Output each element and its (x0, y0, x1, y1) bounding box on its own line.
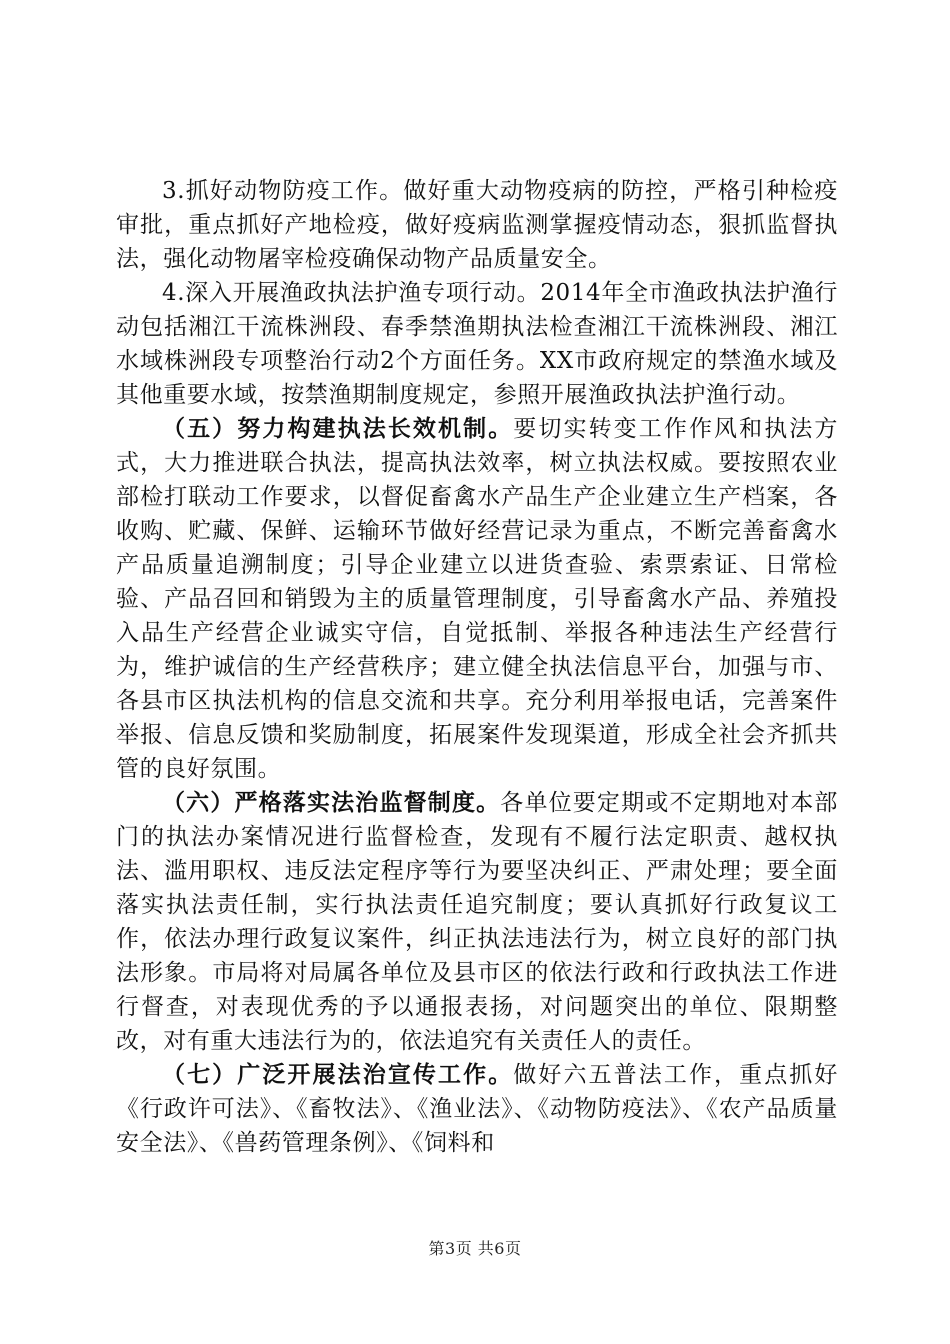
section-heading: （七）广泛开展法治宣传工作。 (162, 1061, 514, 1088)
paragraph-text: 做好六五普法工作，重点抓好《行政许可法》、《畜牧法》、《渔业法》、《动物防疫法》、《农产品质量安全法》、《兽药管理条例》、《饲料和 (116, 1062, 838, 1156)
paragraph-text: 各单位要定期或不定期地对本部门的执法办案情况进行监督检查，发现有不履行法定职责、越权执法、滥用职权、违反法定程序等行为要坚决纠正、严肃处理；要全面落实执法责任制，实行执法责任追究制度；要认真抓好行政复议工作，依法办理行政复议案件，纠正执法违法行为，树立良好的部门执法形象。市局将对局属各单位及县市区的依法行政和行政执法工作进行督查，对表现优秀的予以通报表扬，对问题突出的单位、限期整改，对有重大违法行为的，依法追究有关责任人的责任。 (116, 790, 838, 1054)
paragraph-text: 4.深入开展渔政执法护渔专项行动。2014年全市渔政执法护渔行动包括湘江干流株洲段、春季禁渔期执法检查湘江干流株洲段、湘江水域株洲段专项整治行动2个方面任务。XX市政府规定的禁渔水域及其他重要水域，按禁渔期制度规定，参照开展渔政执法护渔行动。 (116, 280, 838, 408)
paragraph-text: 3.抓好动物防疫工作。做好重大动物疫病的防控，严格引种检疫审批，重点抓好产地检疫，做好疫病监测掌握疫情动态，狠抓监督执法，强化动物屠宰检疫确保动物产品质量安全。 (116, 178, 838, 272)
page-number-footer: 第3页 共6页 (428, 1239, 522, 1258)
document-body (116, 174, 838, 1160)
section-heading: （六）严格落实法治监督制度。 (162, 789, 501, 816)
paragraph-animal-epidemic (116, 174, 838, 276)
paragraph-supervision-system (116, 786, 838, 1058)
paragraph-fishery-enforcement (116, 276, 838, 412)
paragraph-text: 要切实转变工作作风和执法方式，大力推进联合执法，提高执法效率，树立执法权威。要按照农业部检打联动工作要求，以督促畜禽水产品生产企业建立生产档案，各收购、贮藏、保鲜、运输环节做好经营记录为重点，不断完善畜禽水产品质量追溯制度；引导企业建立以进货查验、索票索证、日常检验、产品召回和销毁为主的质量管理制度，引导畜禽水产品、养殖投入品生产经营企业诚实守信，自觉抵制、举报各种违法生产经营行为，维护诚信的生产经营秩序；建立健全执法信息平台，加强与市、各县市区执法机构的信息交流和共享。充分利用举报电话，完善案件举报、信息反馈和奖励制度，拓展案件发现渠道，形成全社会齐抓共管的良好氛围。 (116, 416, 838, 782)
section-heading: （五）努力构建执法长效机制。 (162, 415, 514, 442)
paragraph-enforcement-mechanism (116, 412, 838, 786)
paragraph-legal-publicity (116, 1058, 838, 1160)
